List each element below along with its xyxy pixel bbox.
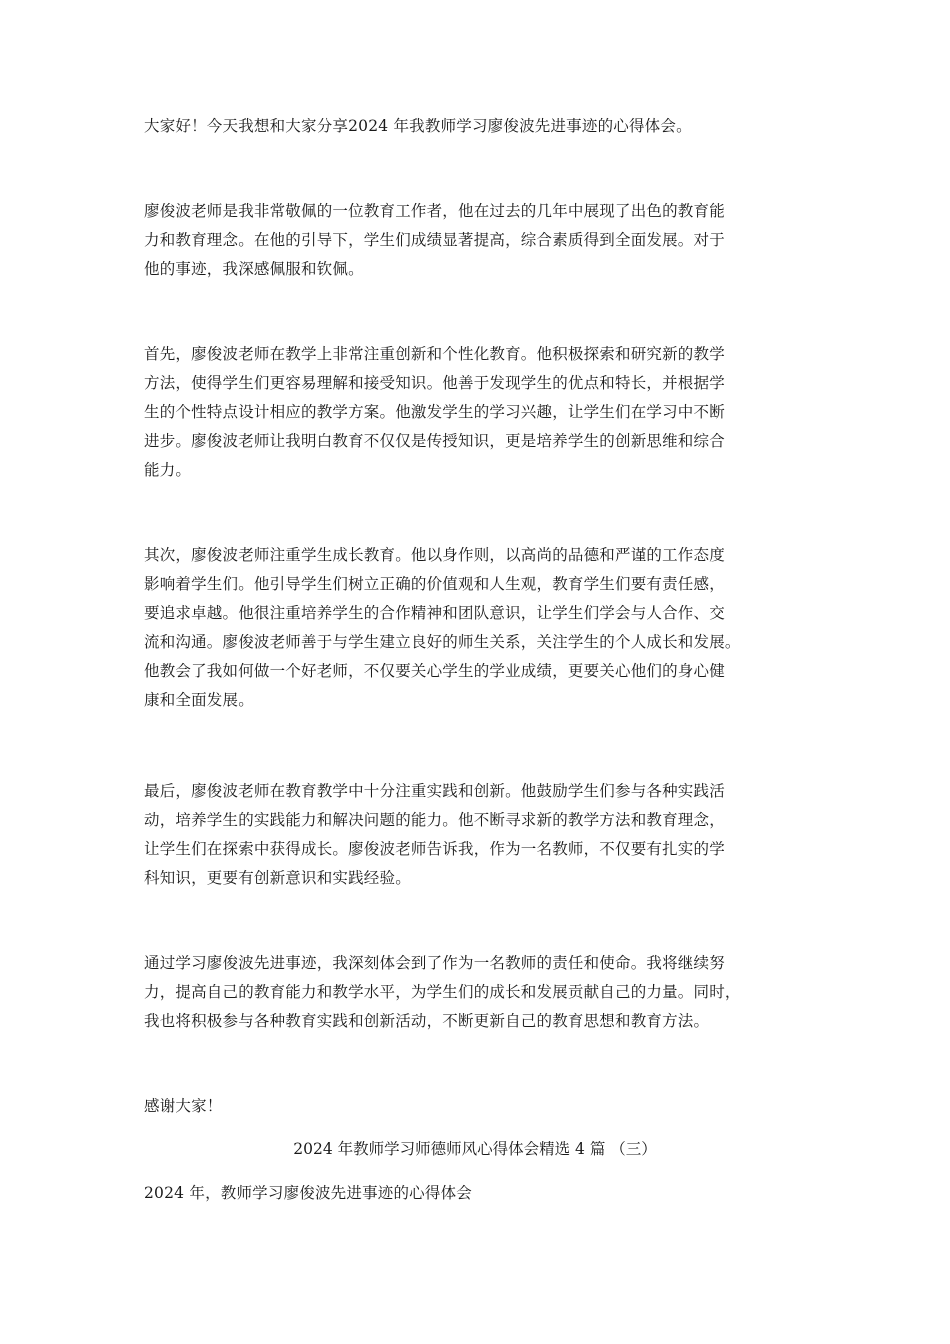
paragraph-line: 其次，廖俊波老师注重学生成长教育。他以身作则，以高尚的品德和严谨的工作态度: [144, 546, 725, 564]
paragraph-line: 廖俊波老师是我非常敬佩的一位教育工作者，他在过去的几年中展现了出色的教育能: [144, 202, 725, 220]
section-subtitle: 2024 年，教师学习廖俊波先进事迹的心得体会: [144, 1184, 472, 1202]
paragraph-line: 动，培养学生的实践能力和解决问题的能力。他不断寻求新的教学方法和教育理念，: [144, 811, 725, 829]
paragraph-line: 流和沟通。廖俊波老师善于与学生建立良好的师生关系，关注学生的个人成长和发展。: [144, 633, 741, 651]
paragraph-line: 大家好！今天我想和大家分享2024 年我教师学习廖俊波先进事迹的心得体会。: [144, 117, 692, 135]
paragraph-line: 力，提高自己的教育能力和教学水平，为学生们的成长和发展贡献自己的力量。同时，: [144, 983, 741, 1001]
paragraph-line: 康和全面发展。: [144, 691, 254, 709]
paragraph-line: 科知识，更要有创新意识和实践经验。: [144, 869, 411, 887]
paragraph-line: 要追求卓越。他很注重培养学生的合作精神和团队意识，让学生们学会与人合作、交: [144, 604, 725, 622]
paragraph-line: 通过学习廖俊波先进事迹，我深刻体会到了作为一名教师的责任和使命。我将继续努: [144, 954, 725, 972]
paragraph-line: 最后，廖俊波老师在教育教学中十分注重实践和创新。他鼓励学生们参与各种实践活: [144, 782, 725, 800]
paragraph-line: 能力。: [144, 461, 192, 479]
section-heading: 2024 年教师学习师德师风心得体会精选 4 篇 （三）: [293, 1140, 657, 1158]
paragraph-line: 生的个性特点设计相应的教学方案。他激发学生的学习兴趣，让学生们在学习中不断: [144, 403, 725, 421]
paragraph-line: 影响着学生们。他引导学生们树立正确的价值观和人生观，教育学生们要有责任感，: [144, 575, 725, 593]
paragraph-line: 他教会了我如何做一个好老师，不仅要关心学生的学业成绩，更要关心他们的身心健: [144, 662, 725, 680]
paragraph-line: 首先，廖俊波老师在教学上非常注重创新和个性化教育。他积极探索和研究新的教学: [144, 345, 725, 363]
paragraph-line: 让学生们在探索中获得成长。廖俊波老师告诉我，作为一名教师，不仅要有扎实的学: [144, 840, 725, 858]
paragraph-line: 他的事迹，我深感佩服和钦佩。: [144, 260, 364, 278]
paragraph-line: 进步。廖俊波老师让我明白教育不仅仅是传授知识，更是培养学生的创新思维和综合: [144, 432, 725, 450]
paragraph-line: 方法，使得学生们更容易理解和接受知识。他善于发现学生的优点和特长，并根据学: [144, 374, 725, 392]
paragraph-line: 力和教育理念。在他的引导下，学生们成绩显著提高，综合素质得到全面发展。对于: [144, 231, 725, 249]
paragraph-line: 感谢大家！: [144, 1097, 223, 1115]
paragraph-line: 我也将积极参与各种教育实践和创新活动，不断更新自己的教育思想和教育方法。: [144, 1012, 710, 1030]
